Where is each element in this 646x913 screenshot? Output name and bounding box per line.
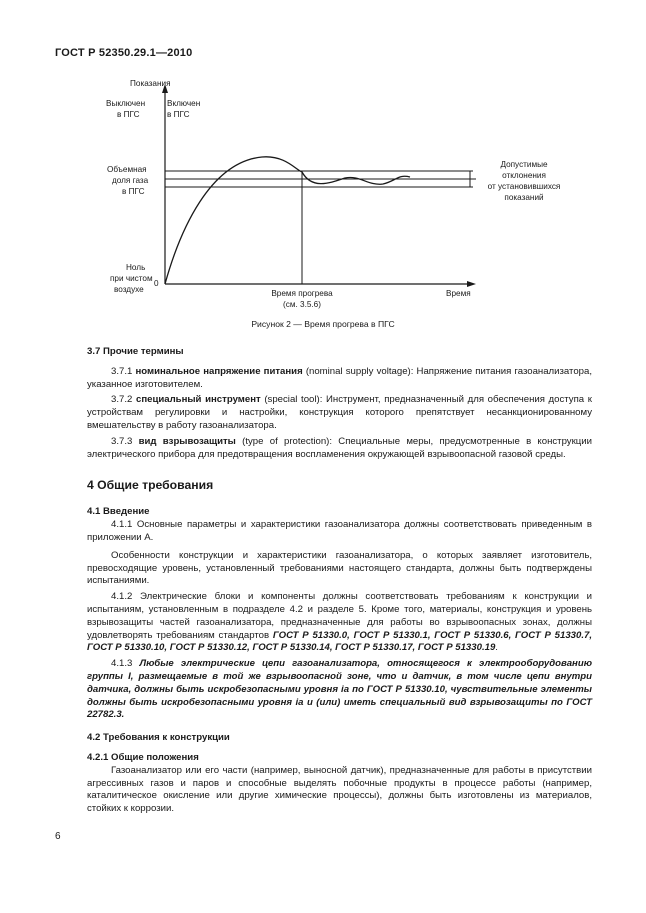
label-off-line2: в ПГС [117,110,140,119]
document-header: ГОСТ Р 52350.29.1—2010 [55,47,193,59]
document-body [87,346,592,816]
label-zero-line1: Ноль [126,263,146,272]
label-on-line1: Включен [167,99,201,108]
section-4-title: 4 Общие требования [87,478,214,493]
para-4-2-1: Газоанализатор или его части (например, выносной датчик), предназначенные для работы в присутствии агрессивных газов и паров и способные выделять побочные продукты в процессе работы (например, каталитическое окисление или другие химические процессы), должны быть изготовлены из материалов, стойких к коррозии. [87,764,592,815]
section-4-2-title: 4.2 Требования к конструкции [87,732,230,744]
label-warmup-line1: Время прогрева [271,289,333,298]
label-fraction-line2: доля газа [112,176,149,185]
x-axis-arrow [467,281,476,287]
label-fraction-line3: в ПГС [122,187,145,196]
term-3-7-1: 3.7.1 номинальное напряжение питания (nominal supply voltage): Напряжение питания газоанализатора, указанное изготовителем. [87,365,592,390]
label-zero-line2: при чистом [110,274,153,283]
label-on-line2: в ПГС [167,110,190,119]
section-3-7-title: 3.7 Прочие термины [87,346,184,357]
section-4-1-title: 4.1 Введение [87,506,150,518]
y-axis-label: Показания [130,79,171,88]
label-warmup-line2: (см. 3.5.6) [283,300,321,309]
label-tolerance-line4: показаний [504,193,544,202]
warmup-time-figure [0,0,646,320]
para-4-1-1: 4.1.1 Основные параметры и характеристики газоанализатора должны соответствовать приведенным в приложении А. [87,519,592,543]
label-tolerance-line2: отклонения [502,171,546,180]
label-off-line1: Выключен [106,99,146,108]
label-tolerance-line1: Допустимые [500,160,548,169]
x-axis-label: Время [446,289,471,298]
zero-tick-value: 0 [154,279,159,288]
response-curve [165,157,410,284]
section-4-2-1-title: 4.2.1 Общие положения [87,751,199,763]
label-fraction-line1: Объемная [107,165,147,174]
term-3-7-2: 3.7.2 специальный инструмент (special tool): Инструмент, предназначенный для обеспечения доступа к устройствам регулировки и настройки, конструкция которого препятствует несанкционированному вмешательству в работу газоанализатора. [87,394,592,431]
label-tolerance-line3: от установившихся [487,182,561,191]
para-4-1-2: 4.1.2 Электрические блоки и компоненты должны соответствовать требованиям к конструкции и испытаниям, установленным в подразделе 4.2 и разделе 5. Кроме того, материалы, конструкция и уровень взрывозащиты частей газоанализатора, предназначенные для работы во взрывоопасных зонах, должны удовлетворять требованиям стандартов ГОСТ Р 51330.0, ГОСТ Р 51330.1, ГОСТ Р 51330.6, ГОСТ Р 51330.7, ГОСТ Р 51330.10, ГОСТ Р 51330.12, ГОСТ Р 51330.14, ГОСТ Р 51330.17, ГОСТ Р 51330.19. [87,591,592,654]
para-4-1-3: 4.1.3 Любые электрические цепи газоанализатора, относящегося к электрооборудованию группы I, размещаемые в той же взрывоопасной зоне, что и датчик, в том числе цепи внутри датчика, должны быть искробезопасными уровня ia по ГОСТ Р 51330.10, чувствительные элементы должны быть искробезопасными уровня ia и (или) иметь специальный вид взрывозащиты по ГОСТ 22782.3. [87,658,592,721]
para-4-1-1-b: Особенности конструкции и характеристики газоанализатора, о которых заявляет изготовитель, превосходящие уровень, установленный требованиями настоящего стандарта, должны быть подтверждены испытаниями. [87,549,592,587]
term-3-7-3: 3.7.3 вид взрывозащиты (type of protection): Специальные меры, предусмотренные в конструкции электрического прибора для предотвращения воспламенения окружающей взрывоопасной газовой среды. [87,435,592,460]
label-zero-line3: воздухе [114,285,144,294]
figure-caption: Рисунок 2 — Время прогрева в ПГС [251,319,395,329]
page-number: 6 [55,831,61,842]
